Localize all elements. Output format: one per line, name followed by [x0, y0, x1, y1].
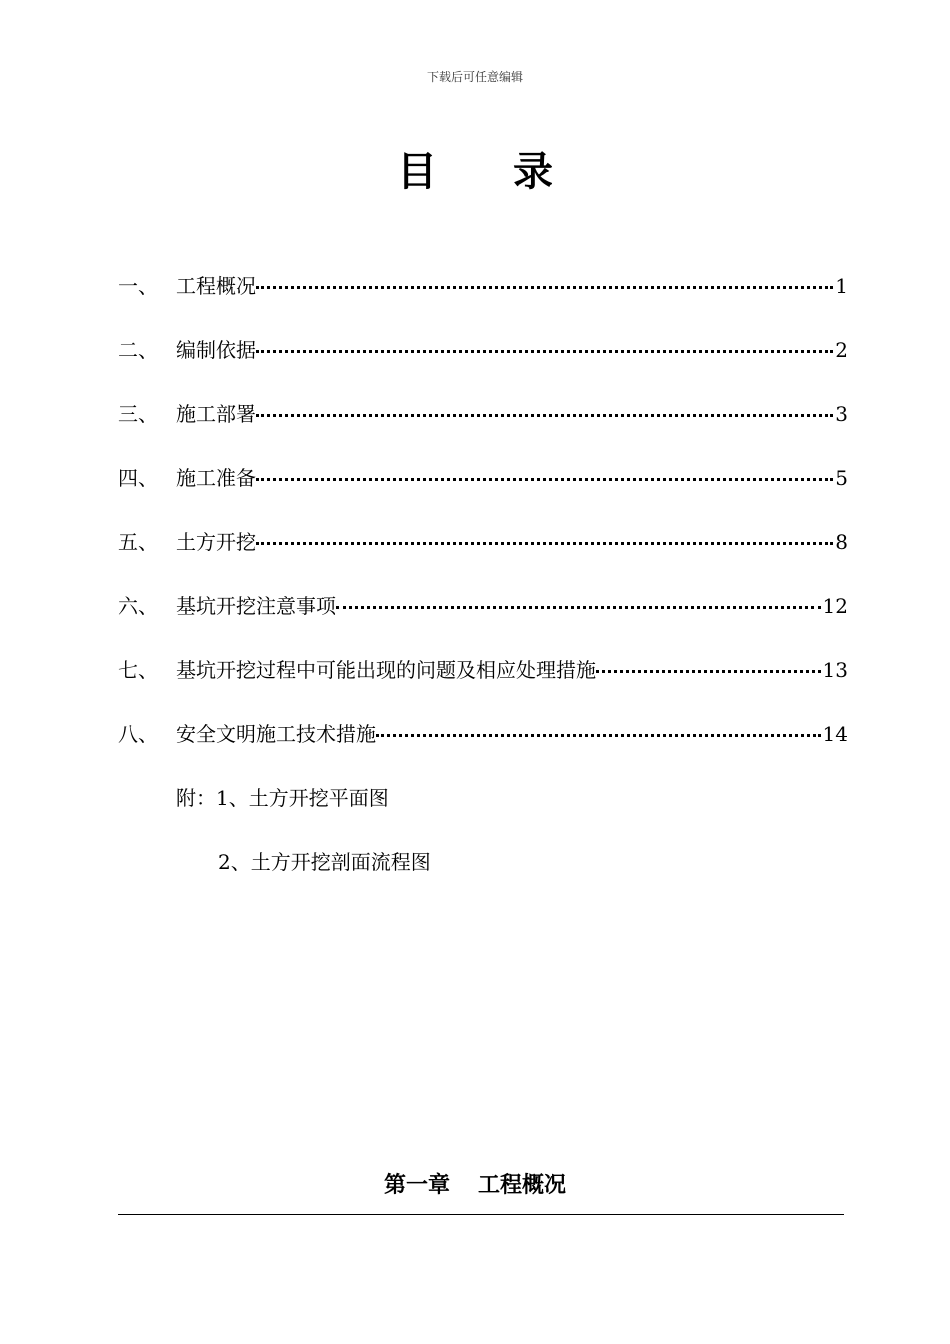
toc-entry[interactable]	[118, 590, 848, 654]
toc-entry-title: 基坑开挖过程中可能出现的问题及相应处理措施	[176, 658, 596, 682]
toc-entry-title: 施工部署	[176, 402, 256, 426]
toc-entry-title: 工程概况	[176, 274, 256, 298]
toc-entry-number: 八、	[118, 722, 158, 746]
appendix-item-2: 2、土方开挖剖面流程图	[218, 850, 431, 874]
chapter-title: 工程概况	[478, 1172, 567, 1198]
toc-entry-page: 14	[822, 722, 848, 746]
table-of-contents	[118, 270, 848, 782]
toc-entry[interactable]	[118, 398, 848, 462]
toc-entry-page: 1	[835, 274, 848, 298]
toc-entry-title: 编制依据	[176, 338, 256, 362]
toc-entry-number: 二、	[118, 338, 158, 362]
toc-entry[interactable]	[118, 654, 848, 718]
header-note: 下载后可任意编辑	[426, 70, 523, 84]
toc-entry[interactable]	[118, 334, 848, 398]
toc-dot-leader	[596, 654, 821, 686]
toc-entry[interactable]	[118, 718, 848, 782]
toc-dot-leader	[256, 462, 833, 494]
toc-dot-leader	[256, 526, 833, 558]
toc-dot-leader	[256, 270, 833, 302]
chapter-divider	[118, 1214, 844, 1215]
toc-entry[interactable]	[118, 270, 848, 334]
toc-entry-page: 2	[835, 338, 848, 362]
appendix-item-1: 附：1、土方开挖平面图	[176, 786, 389, 810]
toc-dot-leader	[256, 398, 833, 430]
toc-dot-leader	[376, 718, 821, 750]
toc-entry[interactable]	[118, 462, 848, 526]
toc-entry-page: 13	[822, 658, 848, 682]
toc-entry-title: 基坑开挖注意事项	[176, 594, 336, 618]
toc-entry-number: 五、	[118, 530, 158, 554]
toc-entry-page: 5	[835, 466, 848, 490]
toc-entry-number: 一、	[118, 274, 158, 298]
toc-entry-title: 土方开挖	[176, 530, 256, 554]
toc-entry-number: 七、	[118, 658, 158, 682]
toc-dot-leader	[336, 590, 821, 622]
chapter-heading	[0, 1168, 950, 1202]
document-title: 目录	[397, 148, 629, 195]
toc-entry-number: 四、	[118, 466, 158, 490]
toc-entry-number: 三、	[118, 402, 158, 426]
toc-entry-title: 安全文明施工技术措施	[176, 722, 376, 746]
toc-entry[interactable]	[118, 526, 848, 590]
toc-entry-page: 12	[822, 594, 848, 618]
chapter-number: 第一章	[383, 1172, 450, 1198]
toc-entry-number: 六、	[118, 594, 158, 618]
toc-entry-page: 3	[835, 402, 848, 426]
toc-entry-title: 施工准备	[176, 466, 256, 490]
toc-dot-leader	[256, 334, 833, 366]
toc-entry-page: 8	[835, 530, 848, 554]
